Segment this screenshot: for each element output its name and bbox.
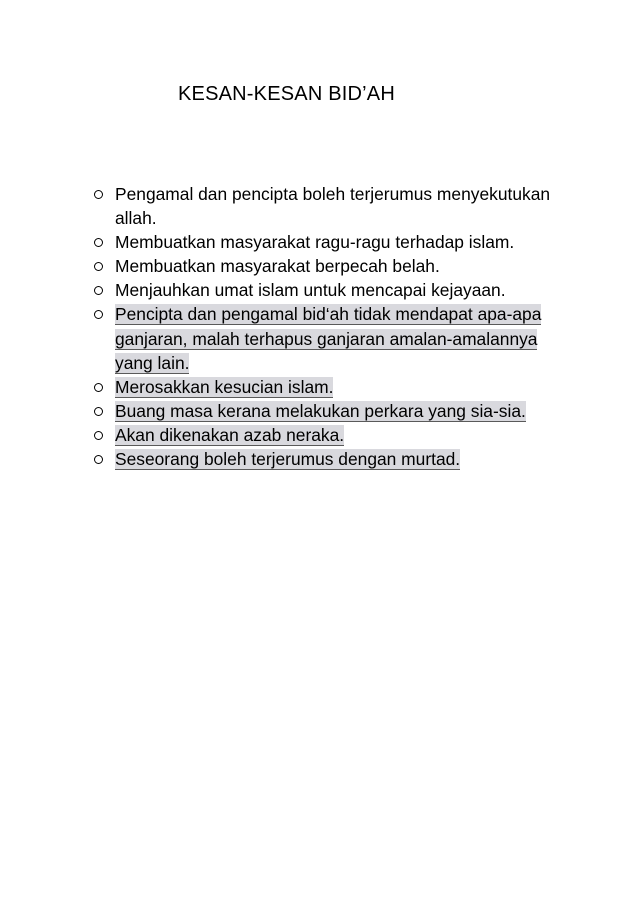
bullet-text-content: Membuatkan masyarakat berpecah belah. <box>115 256 440 277</box>
bullet-text <box>115 182 559 230</box>
bullet-circle-icon <box>94 238 103 247</box>
highlighted-text: Merosakkan kesucian islam. <box>115 376 334 397</box>
highlighted-text: Buang masa kerana melakukan perkara yang sia-sia. <box>115 400 526 421</box>
bullet-text-content: Pengamal dan pencipta boleh terjerumus menyekutukan allah. <box>115 184 551 229</box>
bullet-text-content: Membuatkan masyarakat ragu-ragu terhadap islam. <box>115 232 515 253</box>
highlighted-text: Seseorang boleh terjerumus dengan murtad. <box>115 449 461 470</box>
bullet-list <box>94 182 574 471</box>
list-item <box>94 254 574 278</box>
bullet-text <box>115 254 559 278</box>
bullet-circle-icon <box>94 262 103 271</box>
highlighted-text: Akan dikenakan azab neraka. <box>115 424 345 445</box>
bullet-circle-icon <box>94 431 103 440</box>
bullet-text <box>115 278 559 302</box>
page-title: KESAN-KESAN BID’AH <box>178 83 395 105</box>
bullet-text <box>115 399 559 423</box>
bullet-text <box>115 230 559 254</box>
list-item <box>94 302 574 374</box>
bullet-text <box>115 423 559 447</box>
list-item <box>94 399 574 423</box>
list-item <box>94 447 574 471</box>
list-item <box>94 182 574 230</box>
bullet-circle-icon <box>94 310 103 319</box>
bullet-circle-icon <box>94 383 103 392</box>
bullet-text-content: Menjauhkan umat islam untuk mencapai kejayaan. <box>115 280 506 301</box>
bullet-text <box>115 447 559 471</box>
list-item <box>94 375 574 399</box>
bullet-circle-icon <box>94 190 103 199</box>
list-item <box>94 278 574 302</box>
bullet-circle-icon <box>94 286 103 295</box>
bullet-circle-icon <box>94 407 103 416</box>
highlighted-text: Pencipta dan pengamal bid‘ah tidak mendapat apa-apa ganjaran, malah terhapus ganjaran amalan-amalannya yang lain. <box>115 304 542 373</box>
bullet-text <box>115 375 559 399</box>
list-item <box>94 423 574 447</box>
bullet-circle-icon <box>94 455 103 464</box>
list-item <box>94 230 574 254</box>
bullet-text <box>115 302 559 374</box>
